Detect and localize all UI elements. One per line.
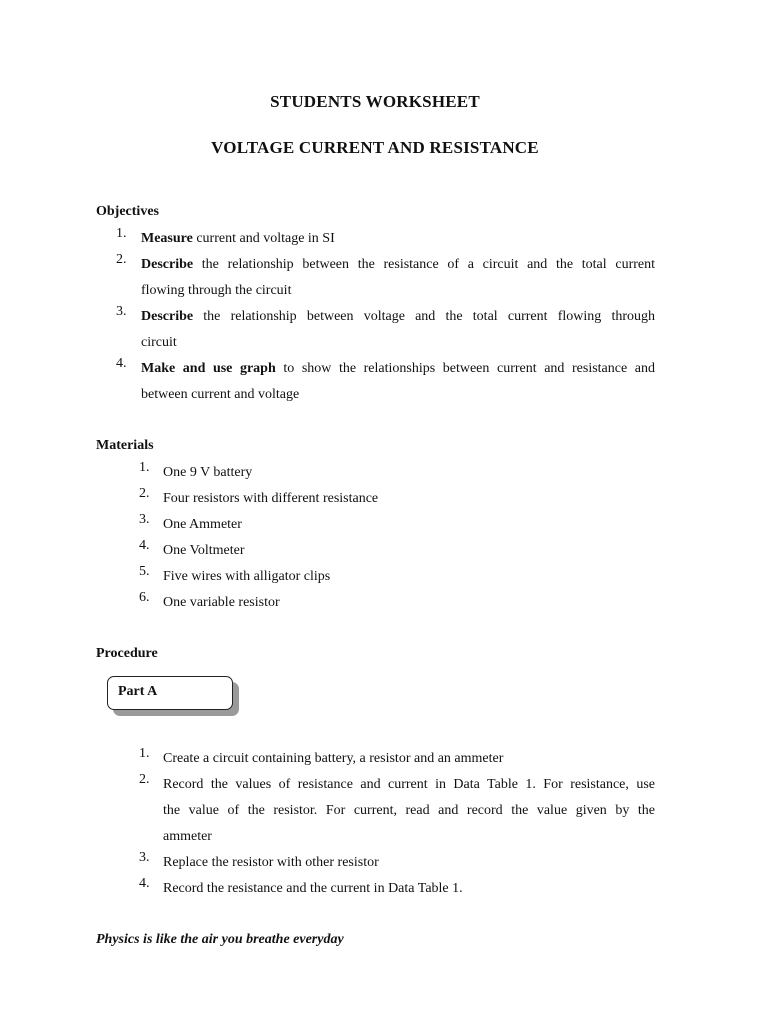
part-a-box — [107, 676, 233, 710]
step-number: 2. — [139, 772, 150, 787]
objective-number: 4. — [116, 356, 127, 371]
objectives-heading: Objectives — [96, 204, 159, 219]
material-text: One Ammeter — [163, 517, 242, 532]
material-text: One Voltmeter — [163, 543, 245, 558]
objective-keyword: Describe — [141, 309, 194, 324]
objective-text-cont: flowing through the circuit — [141, 283, 292, 298]
page-title: STUDENTS WORKSHEET — [270, 92, 480, 111]
objective-text — [141, 304, 655, 330]
objective-keyword: Describe — [141, 257, 194, 272]
material-number: 1. — [139, 460, 150, 475]
step-number: 1. — [139, 746, 150, 761]
page-subtitle: VOLTAGE CURRENT AND RESISTANCE — [211, 138, 539, 157]
objective-keyword: Measure — [141, 231, 193, 246]
footer-quote: Physics is like the air you breathe everyday — [96, 932, 344, 947]
objective-text — [141, 226, 655, 252]
material-text: Five wires with alligator clips — [163, 569, 331, 584]
step-text: Record the resistance and the current in Data Table 1. — [163, 881, 463, 896]
material-number: 6. — [139, 590, 150, 605]
step-text-cont: ammeter — [163, 829, 212, 844]
material-number: 3. — [139, 512, 150, 527]
objective-text — [141, 252, 655, 278]
objective-number: 2. — [116, 252, 127, 267]
objective-keyword: Make and use graph — [141, 361, 276, 376]
objective-number: 1. — [116, 226, 127, 241]
step-text-cont: the value of the resistor. For current, read and record the value given by the — [163, 803, 655, 818]
objective-number: 3. — [116, 304, 127, 319]
objective-text-cont: between current and voltage — [141, 387, 300, 402]
procedure-heading: Procedure — [96, 646, 158, 661]
objective-rest: the relationship between the resistance of a circuit and the total current — [193, 257, 655, 272]
material-text: One variable resistor — [163, 595, 280, 610]
material-number: 4. — [139, 538, 150, 553]
step-text: Record the values of resistance and current in Data Table 1. For resistance, use — [163, 777, 655, 792]
objective-rest: to show the relationships between current and resistance and — [275, 361, 655, 376]
objective-rest: current and voltage in SI — [192, 231, 335, 246]
material-number: 5. — [139, 564, 150, 579]
materials-heading: Materials — [96, 438, 154, 453]
material-text: One 9 V battery — [163, 465, 253, 480]
step-text: Create a circuit containing battery, a resistor and an ammeter — [163, 751, 504, 766]
step-text: Replace the resistor with other resistor — [163, 855, 379, 870]
objective-text-cont: circuit — [141, 335, 177, 350]
step-number: 3. — [139, 850, 150, 865]
objective-text — [141, 356, 655, 382]
material-text: Four resistors with different resistance — [163, 491, 379, 506]
material-number: 2. — [139, 486, 150, 501]
part-a-label: Part A — [118, 684, 158, 699]
objective-rest: the relationship between voltage and the total current flowing through — [193, 309, 655, 324]
step-number: 4. — [139, 876, 150, 891]
